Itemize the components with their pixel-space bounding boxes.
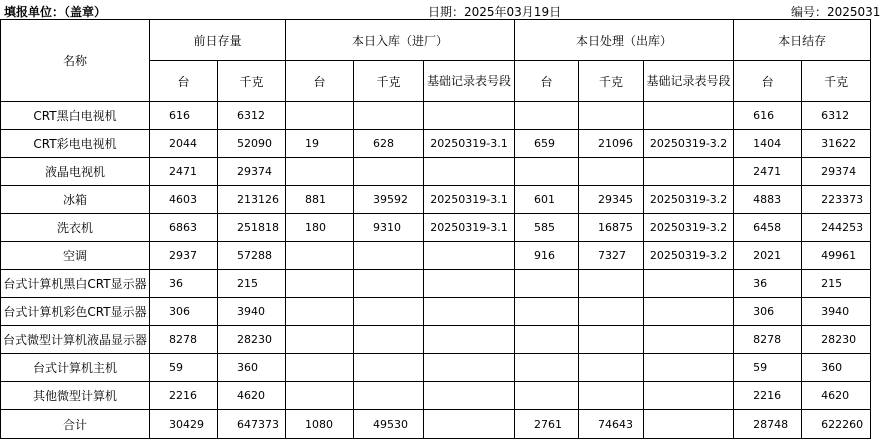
cell-out-tai (515, 354, 579, 382)
cell-in-kg (354, 354, 424, 382)
col-header-balance: 本日结存 (734, 20, 871, 61)
cell-bal-kg: 28230 (802, 326, 871, 354)
cell-prev-kg: 215 (218, 270, 286, 298)
cell-out-record: 20250319-3.2 (644, 130, 734, 158)
cell-out-record (644, 158, 734, 186)
cell-in-tai: 881 (286, 186, 354, 214)
cell-in-tai: 19 (286, 130, 354, 158)
cell-in-tai (286, 102, 354, 130)
cell-in-record (424, 158, 515, 186)
cell-out-tai: 2761 (515, 410, 579, 439)
cell-in-tai: 180 (286, 214, 354, 242)
cell-prev-tai: 4603 (150, 186, 218, 214)
cell-bal-tai: 28748 (734, 410, 802, 439)
col-header-name: 名称 (1, 20, 150, 102)
cell-in-record (424, 354, 515, 382)
cell-prev-kg: 29374 (218, 158, 286, 186)
cell-prev-kg: 4620 (218, 382, 286, 410)
cell-out-record: 20250319-3.2 (644, 186, 734, 214)
cell-out-record (644, 298, 734, 326)
date-label: 日期：2025年03月19日 (428, 5, 562, 19)
cell-in-tai (286, 242, 354, 270)
cell-bal-tai: 306 (734, 298, 802, 326)
cell-in-tai (286, 158, 354, 186)
cell-prev-tai: 306 (150, 298, 218, 326)
cell-prev-kg: 57288 (218, 242, 286, 270)
cell-out-tai: 916 (515, 242, 579, 270)
cell-out-record (644, 354, 734, 382)
cell-bal-tai: 2216 (734, 382, 802, 410)
cell-bal-kg: 244253 (802, 214, 871, 242)
cell-name: 台式计算机黑白CRT显示器 (1, 270, 150, 298)
cell-in-tai (286, 354, 354, 382)
cell-in-tai: 1080 (286, 410, 354, 439)
table-row (1, 270, 871, 298)
cell-name: 空调 (1, 242, 150, 270)
cell-prev-tai: 6863 (150, 214, 218, 242)
cell-out-kg (579, 298, 644, 326)
cell-in-record (424, 242, 515, 270)
cell-prev-kg: 52090 (218, 130, 286, 158)
cell-prev-tai: 2216 (150, 382, 218, 410)
cell-bal-tai: 616 (734, 102, 802, 130)
cell-in-kg: 628 (354, 130, 424, 158)
cell-in-kg (354, 242, 424, 270)
cell-name: 台式微型计算机液晶显示器 (1, 326, 150, 354)
cell-bal-kg: 4620 (802, 382, 871, 410)
cell-bal-kg: 215 (802, 270, 871, 298)
cell-in-kg (354, 270, 424, 298)
table-row (1, 382, 871, 410)
cell-name: 其他微型计算机 (1, 382, 150, 410)
cell-bal-tai: 4883 (734, 186, 802, 214)
cell-prev-tai: 2044 (150, 130, 218, 158)
cell-out-tai: 601 (515, 186, 579, 214)
cell-out-kg (579, 102, 644, 130)
cell-bal-kg: 6312 (802, 102, 871, 130)
table-row (1, 130, 871, 158)
cell-out-record (644, 102, 734, 130)
cell-name: 台式计算机彩色CRT显示器 (1, 298, 150, 326)
col-header-in-record: 基础记录表号段 (424, 61, 515, 102)
cell-bal-kg: 223373 (802, 186, 871, 214)
cell-out-tai (515, 382, 579, 410)
cell-in-record: 20250319-3.1 (424, 186, 515, 214)
cell-prev-kg: 251818 (218, 214, 286, 242)
table-row (1, 326, 871, 354)
col-header-prev-tai: 台 (150, 61, 218, 102)
code-label: 编号：2025031 (791, 5, 880, 19)
cell-out-kg: 21096 (579, 130, 644, 158)
cell-in-record: 20250319-3.1 (424, 130, 515, 158)
cell-out-kg (579, 382, 644, 410)
cell-out-record: 20250319-3.2 (644, 242, 734, 270)
cell-in-kg: 49530 (354, 410, 424, 439)
cell-bal-kg: 29374 (802, 158, 871, 186)
cell-in-kg (354, 326, 424, 354)
cell-out-tai: 659 (515, 130, 579, 158)
cell-out-kg: 29345 (579, 186, 644, 214)
cell-out-record (644, 382, 734, 410)
cell-prev-kg: 3940 (218, 298, 286, 326)
cell-prev-tai: 36 (150, 270, 218, 298)
cell-bal-tai: 1404 (734, 130, 802, 158)
cell-prev-tai: 2937 (150, 242, 218, 270)
cell-out-kg (579, 158, 644, 186)
cell-prev-kg: 28230 (218, 326, 286, 354)
cell-bal-kg: 360 (802, 354, 871, 382)
cell-out-kg (579, 354, 644, 382)
cell-prev-kg: 6312 (218, 102, 286, 130)
cell-out-record: 20250319-3.2 (644, 214, 734, 242)
table-row (1, 354, 871, 382)
cell-prev-tai: 30429 (150, 410, 218, 439)
cell-out-kg (579, 326, 644, 354)
cell-in-record (424, 410, 515, 439)
table-row (1, 186, 871, 214)
cell-name: CRT彩电电视机 (1, 130, 150, 158)
cell-in-record (424, 382, 515, 410)
total-row (1, 410, 871, 439)
table-row (1, 242, 871, 270)
table-row (1, 102, 871, 130)
cell-prev-tai: 2471 (150, 158, 218, 186)
cell-in-kg (354, 382, 424, 410)
cell-in-kg: 9310 (354, 214, 424, 242)
cell-out-kg: 16875 (579, 214, 644, 242)
cell-in-kg (354, 102, 424, 130)
cell-out-tai: 585 (515, 214, 579, 242)
col-header-out-kg: 千克 (579, 61, 644, 102)
cell-prev-kg: 360 (218, 354, 286, 382)
cell-out-kg (579, 270, 644, 298)
cell-out-record (644, 326, 734, 354)
cell-out-tai (515, 158, 579, 186)
cell-in-record (424, 102, 515, 130)
table-row (1, 158, 871, 186)
cell-out-record (644, 270, 734, 298)
cell-out-tai (515, 102, 579, 130)
cell-name: 台式计算机主机 (1, 354, 150, 382)
table-row (1, 214, 871, 242)
col-header-out-today: 本日处理（出库） (515, 20, 734, 61)
cell-name: 冰箱 (1, 186, 150, 214)
col-header-prev-kg: 千克 (218, 61, 286, 102)
col-header-bal-tai: 台 (734, 61, 802, 102)
cell-out-tai (515, 326, 579, 354)
cell-prev-kg: 213126 (218, 186, 286, 214)
cell-in-tai (286, 326, 354, 354)
col-header-in-kg: 千克 (354, 61, 424, 102)
cell-bal-tai: 8278 (734, 326, 802, 354)
cell-bal-tai: 6458 (734, 214, 802, 242)
inventory-table (0, 19, 871, 439)
cell-in-tai (286, 270, 354, 298)
cell-name: 合计 (1, 410, 150, 439)
cell-in-tai (286, 382, 354, 410)
table-body (1, 102, 871, 439)
col-header-bal-kg: 千克 (802, 61, 871, 102)
cell-in-tai (286, 298, 354, 326)
cell-bal-kg: 622260 (802, 410, 871, 439)
col-header-out-record: 基础记录表号段 (644, 61, 734, 102)
unit-label: 填报单位：（盖章） (4, 5, 107, 19)
cell-name: 液晶电视机 (1, 158, 150, 186)
cell-in-record: 20250319-3.1 (424, 214, 515, 242)
cell-out-tai (515, 298, 579, 326)
cell-bal-kg: 3940 (802, 298, 871, 326)
report-header (0, 0, 880, 19)
cell-prev-tai: 8278 (150, 326, 218, 354)
cell-bal-tai: 59 (734, 354, 802, 382)
cell-prev-tai: 59 (150, 354, 218, 382)
col-header-in-today: 本日入库（进厂） (286, 20, 515, 61)
cell-in-kg (354, 298, 424, 326)
col-header-out-tai: 台 (515, 61, 579, 102)
cell-out-tai (515, 270, 579, 298)
cell-out-kg: 7327 (579, 242, 644, 270)
cell-prev-kg: 647373 (218, 410, 286, 439)
cell-in-record (424, 298, 515, 326)
cell-out-record (644, 410, 734, 439)
cell-bal-kg: 31622 (802, 130, 871, 158)
col-header-in-tai: 台 (286, 61, 354, 102)
cell-in-record (424, 326, 515, 354)
cell-in-kg (354, 158, 424, 186)
cell-name: CRT黑白电视机 (1, 102, 150, 130)
cell-in-kg: 39592 (354, 186, 424, 214)
cell-in-record (424, 270, 515, 298)
cell-prev-tai: 616 (150, 102, 218, 130)
header-row-1 (1, 20, 871, 61)
cell-bal-kg: 49961 (802, 242, 871, 270)
cell-name: 洗衣机 (1, 214, 150, 242)
cell-bal-tai: 36 (734, 270, 802, 298)
table-row (1, 298, 871, 326)
cell-bal-tai: 2471 (734, 158, 802, 186)
col-header-prev-stock: 前日存量 (150, 20, 286, 61)
cell-bal-tai: 2021 (734, 242, 802, 270)
cell-out-kg: 74643 (579, 410, 644, 439)
